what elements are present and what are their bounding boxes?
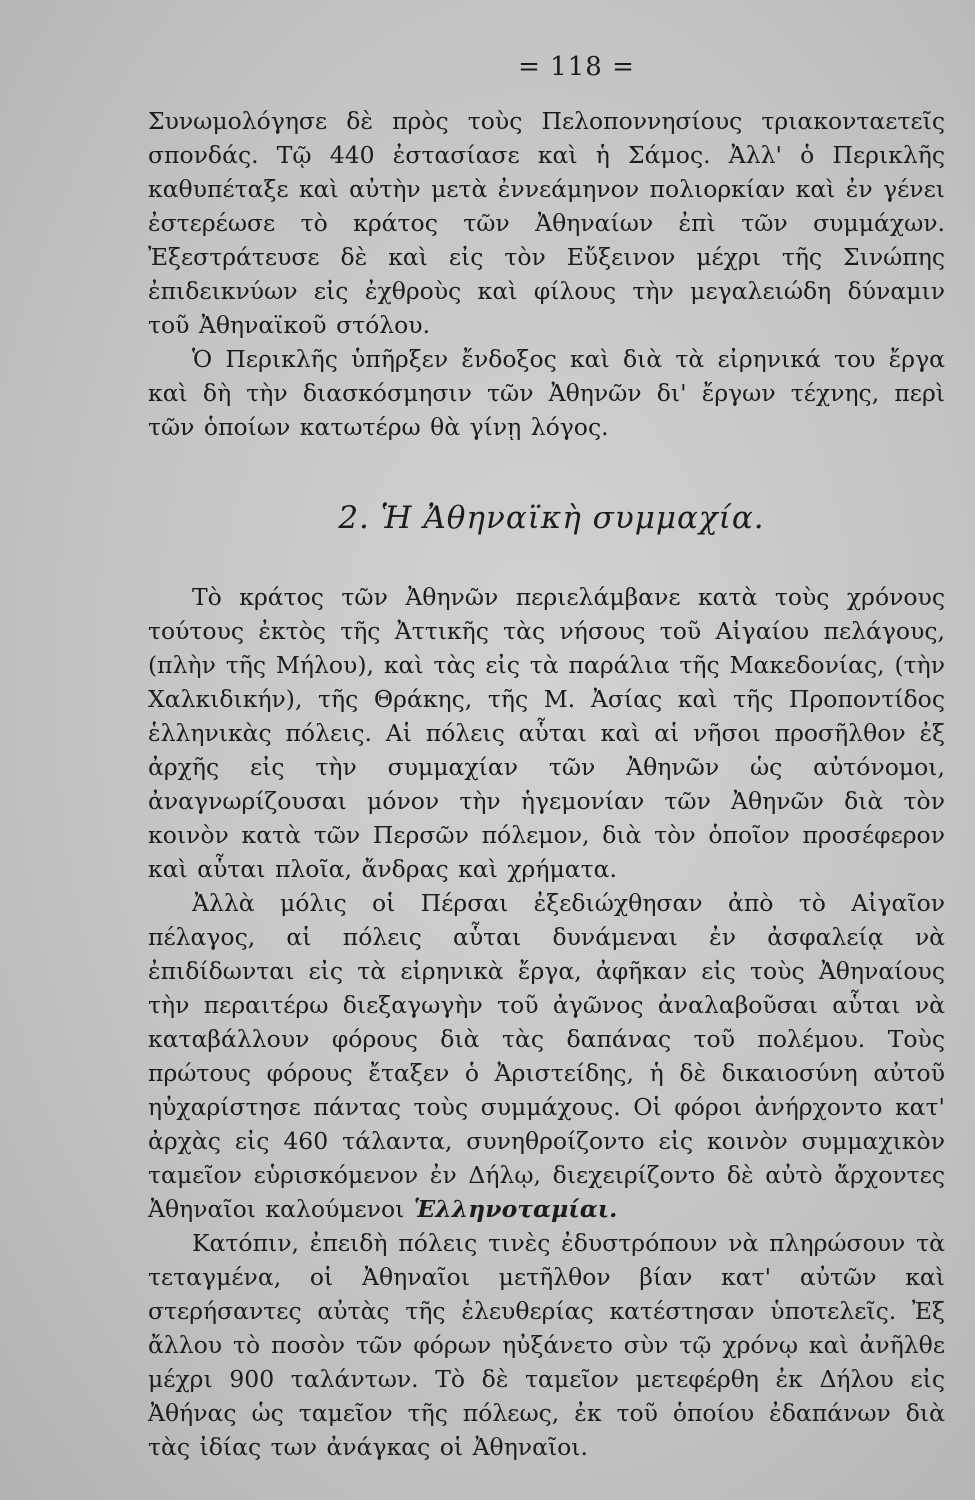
paragraph-3: Τὸ κράτος τῶν Ἀθηνῶν περιελάμβανε κατὰ τοὺς χρόνους τούτους ἐκτὸς τῆς Ἀττικῆς τὰς νήσους τοῦ Αἰγαίου πελάγους, (πλὴν τῆς Μήλου), καὶ τὰς εἰς τὰ παράλια τῆς Μακεδονίας, (τὴν Χαλκιδικήν), τῆς Θράκης, τῆς Μ. Ἀσίας καὶ τῆς Προποντίδος ἑλληνικὰς πόλεις. Αἱ πόλεις αὗται καὶ αἱ νῆσοι προσῆλθον ἐξ ἀρχῆς εἰς τὴν συμμαχίαν τῶν Ἀθηνῶν ὡς αὐτόνομοι, ἀναγνωρίζουσαι μόνον τὴν ἡγεμονίαν τῶν Ἀθηνῶν διὰ τὸν κοινὸν κατὰ τῶν Περσῶν πόλεμον, διὰ τὸν ὁποῖον προσέφερον καὶ αὗται πλοῖα, ἄνδρας καὶ χρήματα. <box>148 583 945 883</box>
page-number: = 118 = <box>518 52 635 82</box>
paragraph-1: Συνωμολόγησε δὲ πρὸς τοὺς Πελοποννησίους τριακονταετεῖς σπονδάς. Τῷ 440 ἐστασίασε καὶ ἡ Σάμος. Ἀλλ' ὁ Περικλῆς καθυπέταξε καὶ αὐτὴν μετὰ ἐννεάμηνον πολιορκίαν καὶ ἐν γένει ἐστερέωσε τὸ κράτος τῶν Ἀθηναίων ἐπὶ τῶν συμμάχων. Ἐξεστράτευσε δὲ καὶ εἰς τὸν Εὔξεινον μέχρι τῆς Σινώπης ἐπιδεικνύων εἰς ἐχθροὺς καὶ φίλους τὴν μεγαλειώδη δύναμιν τοῦ Ἀθηναϊκοῦ στόλου. <box>148 107 945 339</box>
text-block-top <box>148 104 945 444</box>
section-title: 2. Ἡ Ἀθηναϊκὴ συμμαχία. <box>338 500 765 536</box>
paragraph-2: Ὁ Περικλῆς ὑπῆρξεν ἔνδοξος καὶ διὰ τὰ εἰρηνικά του ἔργα καὶ δὴ τὴν διασκόσμησιν τῶν Ἀθηνῶν δι' ἔργων τέχνης, περὶ τῶν ὁποίων κατωτέρω θὰ γίνῃ λόγος. <box>148 345 945 441</box>
paragraph-5: Κατόπιν, ἐπειδὴ πόλεις τινὲς ἐδυστρόπουν νὰ πληρώσουν τὰ τεταγμένα, οἱ Ἀθηναῖοι μετῆλθον βίαν κατ' αὐτῶν καὶ στερήσαντες αὐτὰς τῆς ἐλευθερίας κατέστησαν ὑποτελεῖς. Ἐξ ἄλλου τὸ ποσὸν τῶν φόρων ηὐξάνετο σὺν τῷ χρόνῳ καὶ ἀνῆλθε μέχρι 900 ταλάντων. Τὸ δὲ ταμεῖον μετεφέρθη ἐκ Δήλου εἰς Ἀθήνας ὡς ταμεῖον τῆς πόλεως, ἐκ τοῦ ὁποίου ἐδαπάνων διὰ τὰς ἰδίας των ἀνάγκας οἱ Ἀθηναῖοι. <box>148 1229 945 1461</box>
hellenotamiai-term: Ἑλληνοταμίαι. <box>413 1195 618 1223</box>
text-block-bottom <box>148 580 945 1464</box>
paragraph-4-text: Ἀλλὰ μόλις οἱ Πέρσαι ἐξεδιώχθησαν ἀπὸ τὸ Αἰγαῖον πέλαγος, αἱ πόλεις αὗται δυνάμεναι ἐν ἀσφαλείᾳ νὰ ἐπιδίδωνται εἰς τὰ εἰρηνικὰ ἔργα, ἀφῆκαν εἰς τοὺς Ἀθηναίους τὴν περαιτέρω διεξαγωγὴν τοῦ ἀγῶνος ἀναλαβοῦσαι αὗται νὰ καταβάλλουν φόρους διὰ τὰς δαπάνας τοῦ πολέμου. Τοὺς πρώτους φόρους ἔταξεν ὁ Ἀριστείδης, ἡ δὲ δικαιοσύνη αὐτοῦ ηὐχαρίστησε πάντας τοὺς συμμάχους. Οἱ φόροι ἀνήρχοντο κατ' ἀρχὰς εἰς 460 τάλαντα, συνηθροίζοντο εἰς κοινὸν συμμαχικὸν ταμεῖον εὑρισκόμενον ἐν Δήλῳ, διεχειρίζοντο δὲ αὐτὸ ἄρχοντες Ἀθηναῖοι καλούμενοι <box>148 889 945 1223</box>
paragraph-4 <box>148 886 945 1226</box>
